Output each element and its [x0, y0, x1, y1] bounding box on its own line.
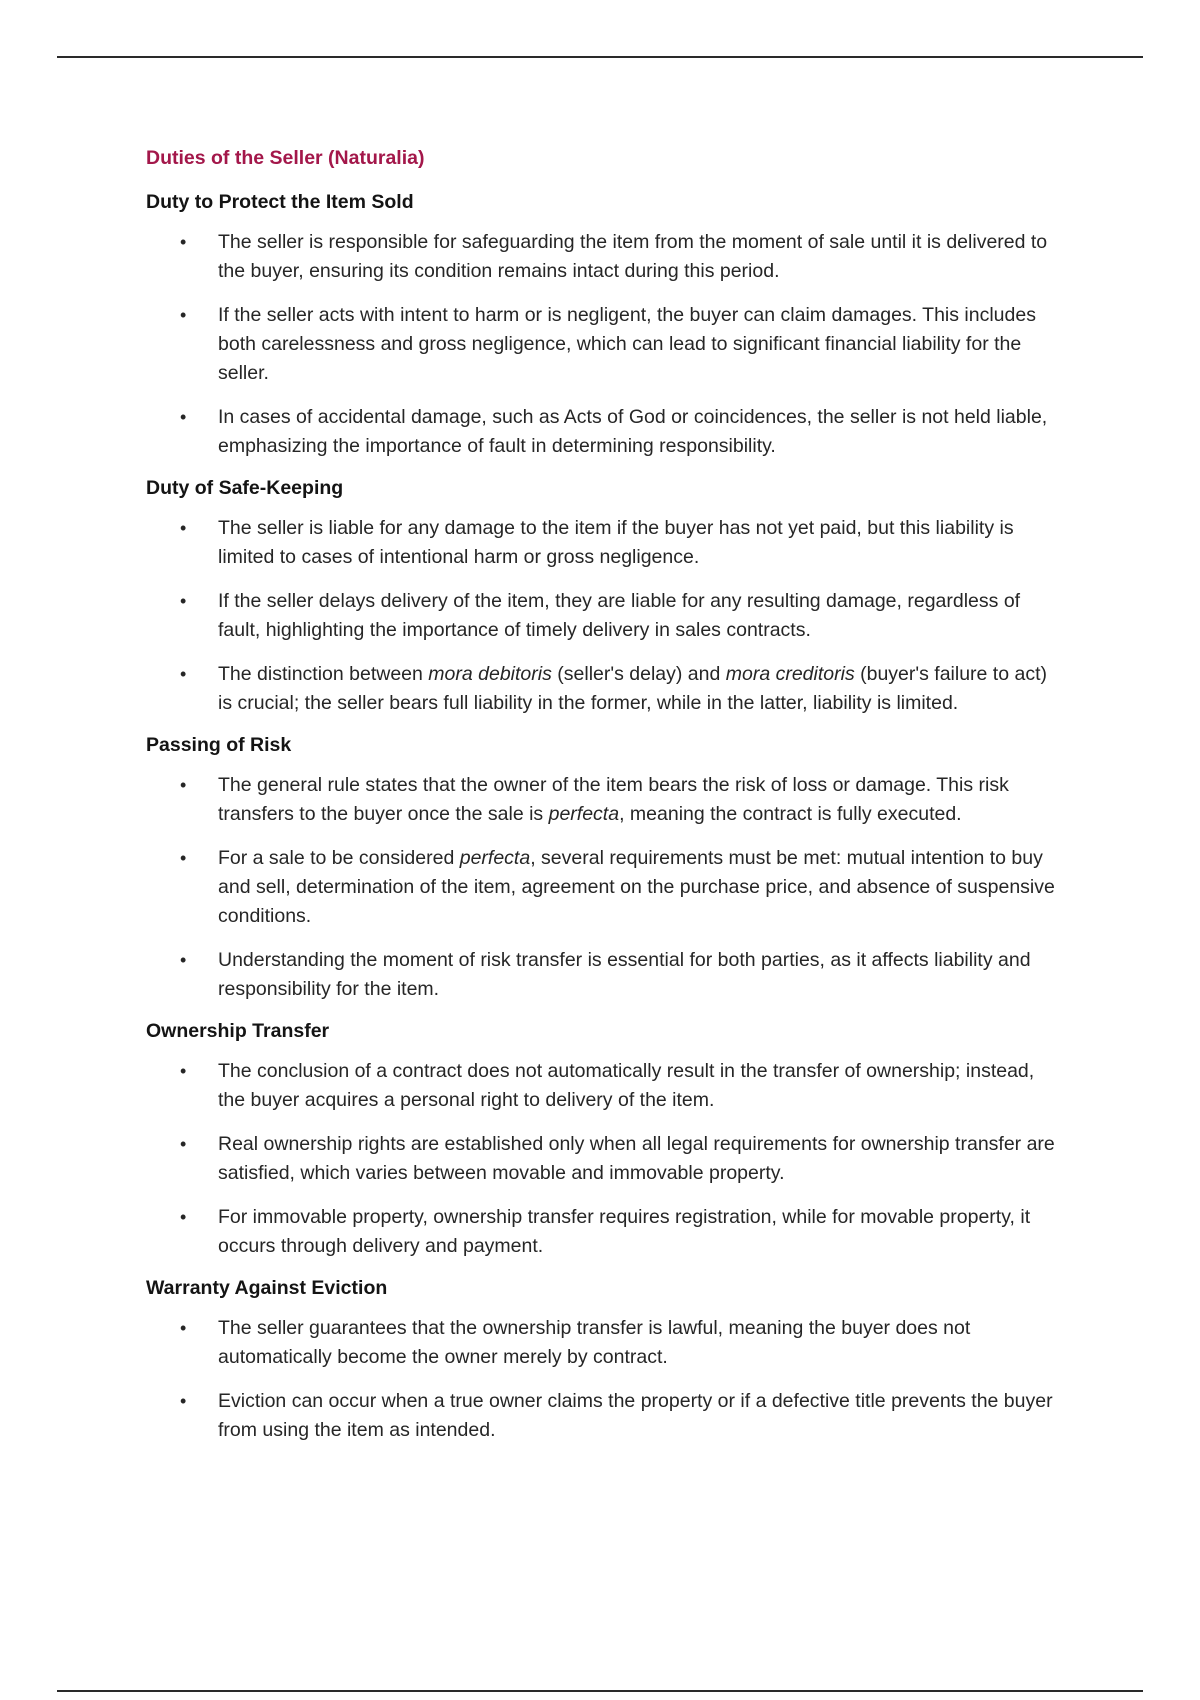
- document-body: [146, 146, 1066, 1460]
- italic-term: mora creditoris: [725, 663, 855, 685]
- section-heading: Passing of Risk: [146, 734, 292, 756]
- page-title: Duties of the Seller (Naturalia): [146, 147, 425, 169]
- bullet-list: [146, 771, 1066, 1004]
- text-segment: The general rule states that the owner of the item bears the risk of loss or damage. This risk transfers to the buyer once the sale is: [218, 774, 1009, 825]
- list-item: [146, 1203, 1066, 1261]
- text-segment: If the seller acts with intent to harm or is negligent, the buyer can claim damages. This includes both carelessness and gross negligence, which can lead to significant financial liability for the seller.: [218, 304, 1036, 384]
- list-item: [146, 946, 1066, 1004]
- text-segment: , meaning the contract is fully executed.: [619, 803, 962, 825]
- section: [146, 1276, 1066, 1445]
- text-segment: For immovable property, ownership transfer requires registration, while for movable property, it occurs through delivery and payment.: [218, 1206, 1031, 1257]
- section-heading: Warranty Against Eviction: [146, 1277, 388, 1299]
- bullet-icon: •: [180, 591, 187, 611]
- list-item: [146, 587, 1066, 645]
- bullet-icon: •: [180, 1061, 187, 1081]
- text-segment: (buyer's failure to act) is crucial; the seller bears full liability in the former, while in the latter, liability is limited.: [218, 663, 1047, 714]
- bullet-icon: •: [180, 1134, 187, 1154]
- bullet-icon: •: [180, 775, 187, 795]
- bullet-icon: •: [180, 1207, 187, 1227]
- list-item: [146, 403, 1066, 461]
- text-segment: The seller guarantees that the ownership transfer is lawful, meaning the buyer does not automatically become the owner merely by contract.: [218, 1317, 971, 1368]
- list-item: [146, 514, 1066, 572]
- list-item: [146, 301, 1066, 388]
- bullet-icon: •: [180, 518, 187, 538]
- list-item: [146, 1387, 1066, 1445]
- section: [146, 476, 1066, 718]
- list-item: [146, 844, 1066, 931]
- text-segment: The conclusion of a contract does not automatically result in the transfer of ownership; instead, the buyer acquires a personal right to delivery of the item.: [218, 1060, 1035, 1111]
- header-rule: [57, 56, 1143, 58]
- list-item: [146, 1057, 1066, 1115]
- bullet-icon: •: [180, 407, 187, 427]
- bullet-icon: •: [180, 950, 187, 970]
- text-segment: Eviction can occur when a true owner claims the property or if a defective title prevents the buyer from using the item as intended.: [218, 1390, 1053, 1441]
- list-item: [146, 1314, 1066, 1372]
- list-item: [146, 1130, 1066, 1188]
- bullet-icon: •: [180, 305, 187, 325]
- bullet-list: [146, 1057, 1066, 1261]
- bullet-icon: •: [180, 664, 187, 684]
- section: [146, 190, 1066, 461]
- list-item: [146, 228, 1066, 286]
- bullet-list: [146, 1314, 1066, 1445]
- text-segment: In cases of accidental damage, such as Acts of God or coincidences, the seller is not held liable, emphasizing the importance of fault in determining responsibility.: [218, 406, 1048, 457]
- section-heading: Ownership Transfer: [146, 1020, 330, 1042]
- text-segment: If the seller delays delivery of the item, they are liable for any resulting damage, regardless of fault, highlighting the importance of timely delivery in sales contracts.: [218, 590, 1021, 641]
- bullet-icon: •: [180, 848, 187, 868]
- section: [146, 1019, 1066, 1261]
- text-segment: For a sale to be considered: [218, 847, 460, 869]
- italic-term: perfecta: [548, 803, 620, 825]
- list-item: [146, 660, 1066, 718]
- text-segment: , several requirements must be met: mutual intention to buy and sell, determination of the item, agreement on the purchase price, and absence of suspensive conditions.: [218, 847, 1055, 927]
- list-item: [146, 771, 1066, 829]
- bullet-list: [146, 228, 1066, 461]
- text-segment: Understanding the moment of risk transfer is essential for both parties, as it affects liability and responsibility for the item.: [218, 949, 1031, 1000]
- sections-container: [146, 190, 1066, 1445]
- section-heading: Duty of Safe-Keeping: [146, 477, 344, 499]
- bullet-list: [146, 514, 1066, 718]
- section: [146, 733, 1066, 1004]
- section-heading: Duty to Protect the Item Sold: [146, 191, 414, 213]
- bullet-icon: •: [180, 1318, 187, 1338]
- text-segment: Real ownership rights are established only when all legal requirements for ownership transfer are satisfied, which varies between movable and immovable property.: [218, 1133, 1055, 1184]
- italic-term: mora debitoris: [428, 663, 552, 685]
- text-segment: The distinction between: [218, 663, 429, 685]
- text-segment: The seller is responsible for safeguarding the item from the moment of sale until it is delivered to the buyer, ensuring its condition remains intact during this period.: [218, 231, 1048, 282]
- italic-term: perfecta: [459, 847, 531, 869]
- text-segment: (seller's delay) and: [551, 663, 726, 685]
- text-segment: The seller is liable for any damage to the item if the buyer has not yet paid, but this liability is limited to cases of intentional harm or gross negligence.: [218, 517, 1014, 568]
- bullet-icon: •: [180, 1391, 187, 1411]
- bullet-icon: •: [180, 232, 187, 252]
- footer-rule: [57, 1690, 1143, 1692]
